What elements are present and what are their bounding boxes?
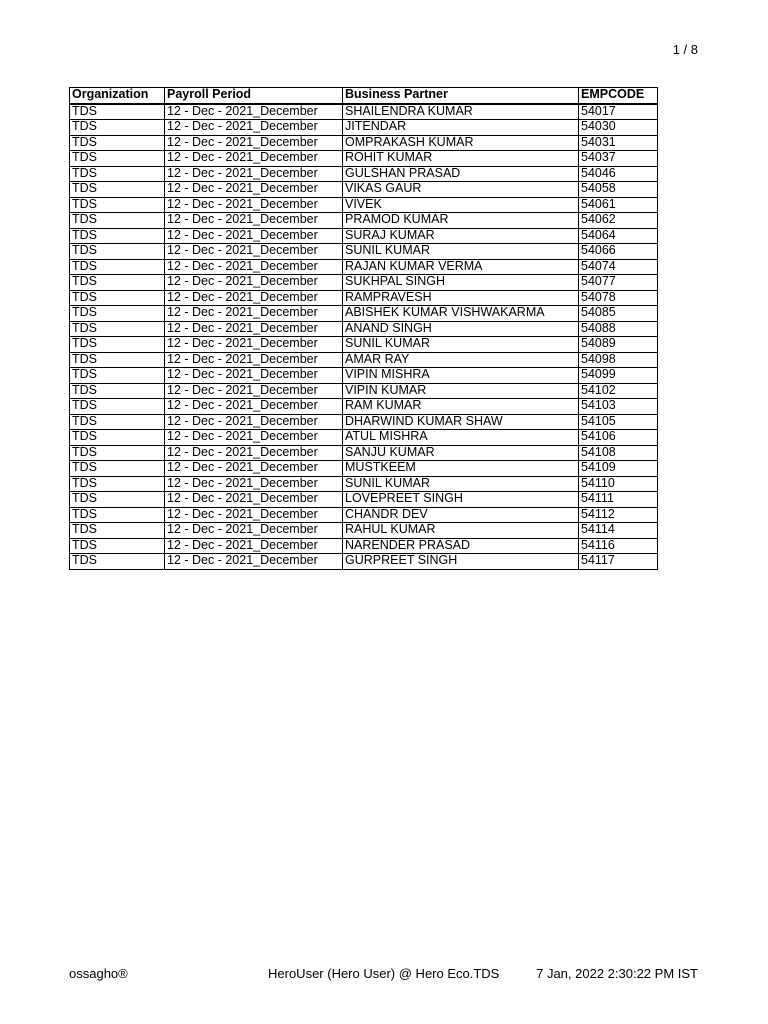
cell-organization: TDS (70, 523, 165, 539)
cell-organization: TDS (70, 228, 165, 244)
cell-organization: TDS (70, 445, 165, 461)
table-row (70, 290, 658, 306)
cell-business-partner: NARENDER PRASAD (343, 538, 579, 554)
cell-empcode: 54105 (579, 414, 658, 430)
table-row (70, 538, 658, 554)
cell-payroll-period: 12 - Dec - 2021_December (165, 352, 343, 368)
cell-organization: TDS (70, 166, 165, 182)
cell-business-partner: RAJAN KUMAR VERMA (343, 259, 579, 275)
table-header (70, 88, 658, 104)
table-row (70, 306, 658, 322)
cell-organization: TDS (70, 399, 165, 415)
cell-empcode: 54064 (579, 228, 658, 244)
cell-payroll-period: 12 - Dec - 2021_December (165, 554, 343, 570)
cell-payroll-period: 12 - Dec - 2021_December (165, 399, 343, 415)
table-row (70, 476, 658, 492)
cell-business-partner: VIVEK (343, 197, 579, 213)
cell-empcode: 54074 (579, 259, 658, 275)
cell-business-partner: LOVEPREET SINGH (343, 492, 579, 508)
table-row (70, 259, 658, 275)
cell-empcode: 54111 (579, 492, 658, 508)
table-row (70, 182, 658, 198)
cell-empcode: 54108 (579, 445, 658, 461)
payroll-table (69, 87, 658, 570)
table-row (70, 321, 658, 337)
cell-empcode: 54078 (579, 290, 658, 306)
cell-organization: TDS (70, 120, 165, 136)
table-row (70, 197, 658, 213)
cell-business-partner: ATUL MISHRA (343, 430, 579, 446)
cell-empcode: 54031 (579, 135, 658, 151)
table-row (70, 166, 658, 182)
cell-empcode: 54098 (579, 352, 658, 368)
cell-organization: TDS (70, 244, 165, 260)
column-header-business-partner: Business Partner (343, 88, 579, 104)
cell-payroll-period: 12 - Dec - 2021_December (165, 445, 343, 461)
cell-organization: TDS (70, 259, 165, 275)
cell-organization: TDS (70, 213, 165, 229)
cell-empcode: 54089 (579, 337, 658, 353)
cell-empcode: 54061 (579, 197, 658, 213)
footer-brand: ossagho® (69, 966, 128, 981)
cell-empcode: 54058 (579, 182, 658, 198)
cell-business-partner: SUNIL KUMAR (343, 337, 579, 353)
table-row (70, 104, 658, 120)
cell-organization: TDS (70, 507, 165, 523)
cell-business-partner: AMAR RAY (343, 352, 579, 368)
table-row (70, 461, 658, 477)
cell-organization: TDS (70, 197, 165, 213)
cell-payroll-period: 12 - Dec - 2021_December (165, 213, 343, 229)
cell-empcode: 54109 (579, 461, 658, 477)
cell-payroll-period: 12 - Dec - 2021_December (165, 476, 343, 492)
cell-business-partner: SHAILENDRA KUMAR (343, 104, 579, 120)
cell-business-partner: SUNIL KUMAR (343, 476, 579, 492)
cell-business-partner: MUSTKEEM (343, 461, 579, 477)
table-row (70, 151, 658, 167)
table-row (70, 430, 658, 446)
page-indicator: 1 / 8 (672, 42, 698, 57)
cell-payroll-period: 12 - Dec - 2021_December (165, 120, 343, 136)
cell-payroll-period: 12 - Dec - 2021_December (165, 244, 343, 260)
cell-empcode: 54085 (579, 306, 658, 322)
table-body (70, 104, 658, 570)
cell-business-partner: ANAND SINGH (343, 321, 579, 337)
cell-payroll-period: 12 - Dec - 2021_December (165, 461, 343, 477)
cell-business-partner: CHANDR DEV (343, 507, 579, 523)
cell-empcode: 54114 (579, 523, 658, 539)
cell-empcode: 54106 (579, 430, 658, 446)
cell-organization: TDS (70, 306, 165, 322)
table-row (70, 352, 658, 368)
cell-organization: TDS (70, 275, 165, 291)
cell-organization: TDS (70, 352, 165, 368)
cell-organization: TDS (70, 368, 165, 384)
cell-organization: TDS (70, 321, 165, 337)
column-header-empcode: EMPCODE (579, 88, 658, 104)
cell-empcode: 54110 (579, 476, 658, 492)
cell-organization: TDS (70, 151, 165, 167)
column-header-payroll-period: Payroll Period (165, 88, 343, 104)
cell-business-partner: RAM KUMAR (343, 399, 579, 415)
cell-payroll-period: 12 - Dec - 2021_December (165, 104, 343, 120)
cell-organization: TDS (70, 492, 165, 508)
cell-payroll-period: 12 - Dec - 2021_December (165, 259, 343, 275)
table-row (70, 368, 658, 384)
table-row (70, 554, 658, 570)
cell-payroll-period: 12 - Dec - 2021_December (165, 228, 343, 244)
cell-payroll-period: 12 - Dec - 2021_December (165, 523, 343, 539)
cell-payroll-period: 12 - Dec - 2021_December (165, 430, 343, 446)
cell-payroll-period: 12 - Dec - 2021_December (165, 135, 343, 151)
cell-business-partner: SANJU KUMAR (343, 445, 579, 461)
cell-business-partner: PRAMOD KUMAR (343, 213, 579, 229)
table-row (70, 135, 658, 151)
cell-empcode: 54099 (579, 368, 658, 384)
table-row (70, 414, 658, 430)
cell-empcode: 54088 (579, 321, 658, 337)
cell-payroll-period: 12 - Dec - 2021_December (165, 166, 343, 182)
cell-empcode: 54030 (579, 120, 658, 136)
cell-payroll-period: 12 - Dec - 2021_December (165, 290, 343, 306)
cell-organization: TDS (70, 182, 165, 198)
cell-empcode: 54116 (579, 538, 658, 554)
table-row (70, 275, 658, 291)
cell-organization: TDS (70, 461, 165, 477)
cell-organization: TDS (70, 290, 165, 306)
cell-business-partner: VIPIN KUMAR (343, 383, 579, 399)
cell-empcode: 54077 (579, 275, 658, 291)
cell-empcode: 54112 (579, 507, 658, 523)
table-row (70, 492, 658, 508)
cell-payroll-period: 12 - Dec - 2021_December (165, 151, 343, 167)
cell-business-partner: GURPREET SINGH (343, 554, 579, 570)
cell-payroll-period: 12 - Dec - 2021_December (165, 507, 343, 523)
cell-empcode: 54102 (579, 383, 658, 399)
cell-organization: TDS (70, 104, 165, 120)
table-row (70, 383, 658, 399)
cell-empcode: 54066 (579, 244, 658, 260)
table-row (70, 523, 658, 539)
cell-business-partner: JITENDAR (343, 120, 579, 136)
cell-payroll-period: 12 - Dec - 2021_December (165, 414, 343, 430)
column-header-organization: Organization (70, 88, 165, 104)
cell-organization: TDS (70, 135, 165, 151)
footer-timestamp: 7 Jan, 2022 2:30:22 PM IST (536, 966, 698, 981)
table-header-row (70, 88, 658, 104)
cell-empcode: 54062 (579, 213, 658, 229)
cell-payroll-period: 12 - Dec - 2021_December (165, 306, 343, 322)
table-row (70, 399, 658, 415)
cell-business-partner: VIKAS GAUR (343, 182, 579, 198)
cell-payroll-period: 12 - Dec - 2021_December (165, 368, 343, 384)
cell-business-partner: SURAJ KUMAR (343, 228, 579, 244)
table-row (70, 120, 658, 136)
cell-payroll-period: 12 - Dec - 2021_December (165, 538, 343, 554)
cell-business-partner: SUNIL KUMAR (343, 244, 579, 260)
cell-business-partner: VIPIN MISHRA (343, 368, 579, 384)
cell-organization: TDS (70, 414, 165, 430)
cell-empcode: 54103 (579, 399, 658, 415)
cell-organization: TDS (70, 538, 165, 554)
cell-business-partner: SUKHPAL SINGH (343, 275, 579, 291)
table-row (70, 244, 658, 260)
cell-empcode: 54046 (579, 166, 658, 182)
cell-business-partner: GULSHAN PRASAD (343, 166, 579, 182)
cell-organization: TDS (70, 554, 165, 570)
cell-payroll-period: 12 - Dec - 2021_December (165, 337, 343, 353)
table-row (70, 213, 658, 229)
cell-payroll-period: 12 - Dec - 2021_December (165, 383, 343, 399)
table-row (70, 337, 658, 353)
cell-business-partner: RAMPRAVESH (343, 290, 579, 306)
cell-empcode: 54117 (579, 554, 658, 570)
cell-organization: TDS (70, 337, 165, 353)
cell-business-partner: ROHIT KUMAR (343, 151, 579, 167)
table-row (70, 228, 658, 244)
cell-business-partner: ABISHEK KUMAR VISHWAKARMA (343, 306, 579, 322)
cell-organization: TDS (70, 383, 165, 399)
cell-business-partner: DHARWIND KUMAR SHAW (343, 414, 579, 430)
cell-business-partner: OMPRAKASH KUMAR (343, 135, 579, 151)
cell-payroll-period: 12 - Dec - 2021_December (165, 275, 343, 291)
cell-payroll-period: 12 - Dec - 2021_December (165, 197, 343, 213)
cell-empcode: 54037 (579, 151, 658, 167)
cell-empcode: 54017 (579, 104, 658, 120)
cell-organization: TDS (70, 430, 165, 446)
cell-organization: TDS (70, 476, 165, 492)
footer-user-info: HeroUser (Hero User) @ Hero Eco.TDS (268, 966, 500, 981)
cell-payroll-period: 12 - Dec - 2021_December (165, 321, 343, 337)
cell-payroll-period: 12 - Dec - 2021_December (165, 182, 343, 198)
table-row (70, 507, 658, 523)
cell-payroll-period: 12 - Dec - 2021_December (165, 492, 343, 508)
table-row (70, 445, 658, 461)
cell-business-partner: RAHUL KUMAR (343, 523, 579, 539)
